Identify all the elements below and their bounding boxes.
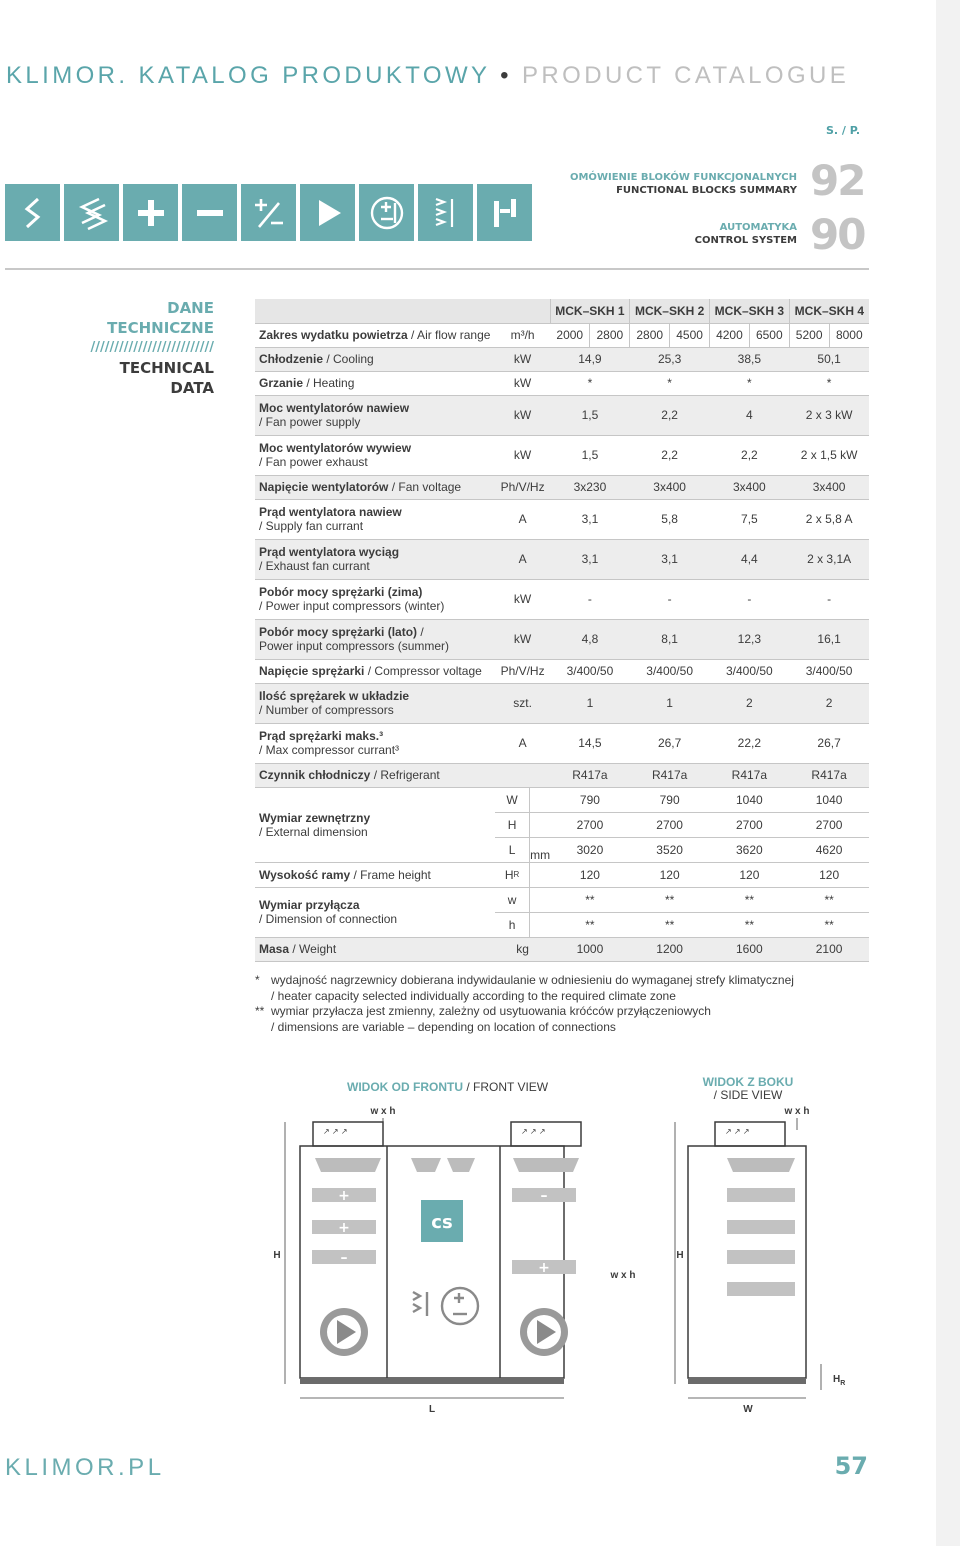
front-wxh-label-right: w x h: [610, 1270, 636, 1281]
front-length-label: L: [428, 1404, 436, 1415]
side-view-label: WIDOK Z BOKU / SIDE VIEW: [702, 1075, 794, 1102]
table-row: Moc wentylatorów nawiew / Fan power supply kW 1,5 2,2 4 2 x 3 kW: [255, 395, 869, 435]
svg-text:+: +: [338, 1220, 350, 1236]
page-ref-label: S. / P.: [826, 124, 860, 137]
front-height-label: H: [273, 1250, 281, 1261]
table-row: h ** ** ** **: [255, 912, 869, 937]
double-chevron-icon[interactable]: [64, 184, 119, 241]
side-base-frame: [688, 1378, 806, 1384]
play-icon[interactable]: [300, 184, 355, 241]
page-number: 57: [834, 1452, 868, 1480]
minus-icon[interactable]: [182, 184, 237, 241]
plus-minus-circle-icon[interactable]: [359, 184, 414, 241]
svg-text:+: +: [538, 1260, 550, 1276]
control-system-page-number: 90: [810, 210, 865, 259]
front-filter-right: [513, 1158, 579, 1172]
svg-text:↗ ↗ ↗: ↗ ↗ ↗: [323, 1127, 348, 1136]
table-row: Pobór mocy sprężarki (lato) / Power input compressors (summer) kW 4,8 8,1 12,3 16,1: [255, 619, 869, 659]
side-width-label: W: [743, 1404, 753, 1415]
table-header-row: [255, 299, 869, 323]
side-panel-2: [727, 1220, 795, 1234]
table-row: Napięcie wentylatorów / Fan voltage Ph/V/Hz 3x230 3x400 3x400 3x400: [255, 475, 869, 499]
table-row: H 2700 2700 2700 2700: [255, 812, 869, 837]
svg-text:–: –: [340, 1250, 348, 1266]
front-filter-middle-2: [447, 1158, 475, 1172]
control-system-label[interactable]: AUTOMATYKA CONTROL SYSTEM: [694, 222, 797, 246]
side-panel-3: [727, 1250, 795, 1264]
svg-text:+: +: [338, 1188, 350, 1204]
filter-icon[interactable]: [477, 184, 532, 241]
table-row: Prąd wentylatora wyciąg / Exhaust fan currant A 3,1 3,1 4,4 2 x 3,1A: [255, 539, 869, 579]
front-filter-left: [315, 1158, 381, 1172]
front-view-label: WIDOK OD FRONTU / FRONT VIEW: [347, 1080, 549, 1094]
table-row: Prąd wentylatora nawiew / Supply fan currant A 3,1 5,8 7,5 2 x 5,8 A: [255, 499, 869, 539]
functional-blocks-page-number: 92: [810, 156, 865, 205]
plus-icon[interactable]: [123, 184, 178, 241]
table-row: L mm 3020 3520 3620 4620: [255, 837, 869, 862]
footnote: * wydajność nagrzewnicy dobierana indywidaulanie w odniesieniu do wymaganej strefy klimatycznej: [255, 973, 794, 987]
technical-data-title: DANE TECHNICZNE ////////////////////////// TECHNICAL DATA: [90, 299, 214, 397]
svg-text:↗ ↗ ↗: ↗ ↗ ↗: [725, 1127, 750, 1136]
chevron-icon[interactable]: [5, 184, 60, 241]
footnote: / dimensions are variable – depending on location of connections: [271, 1019, 616, 1034]
side-filter: [727, 1158, 795, 1172]
table-row: Czynnik chłodniczy / Refrigerant R417a R417a R417a R417a: [255, 763, 869, 787]
side-panel-1: [727, 1188, 795, 1202]
front-fan-left: [320, 1308, 368, 1356]
header-divider: [5, 268, 869, 270]
model-header: MCK–SKH 3: [710, 299, 790, 323]
website-label[interactable]: KLIMOR.PL: [5, 1454, 165, 1481]
table-row: Napięcie sprężarki / Compressor voltage Ph/V/Hz 3/400/50 3/400/50 3/400/50 3/400/50: [255, 659, 869, 683]
table-row: Zakres wydatku powietrza / Air flow range m³/h 2000 2800 2800 4500 4200 6500 5200 8000: [255, 323, 869, 347]
model-header: MCK–SKH 2: [630, 299, 710, 323]
table-row: Wysokość ramy / Frame height H R 120 120 120 120: [255, 862, 869, 887]
catalogue-title: KLIMOR. KATALOG PRODUKTOWY • PRODUCT CATALOGUE: [6, 62, 850, 89]
front-coil-panels: [312, 1188, 795, 1296]
side-height-label: H: [676, 1250, 684, 1261]
function-icon-bar: [5, 184, 532, 241]
frame-height-label: $H_R$: [833, 1374, 846, 1387]
table-row: Pobór mocy sprężarki (zima) / Power input compressors (winter) kW - - - -: [255, 579, 869, 619]
plus-minus-icon[interactable]: [241, 184, 296, 241]
front-fan-right: [520, 1308, 568, 1356]
table-row: Moc wentylatorów wywiew / Fan power exhaust kW 1,5 2,2 2,2 2 x 1,5 kW: [255, 435, 869, 475]
footnote: ** wymiar przyłacza jest zmienny, zależny od usytuowania króćców przyłączeniowych: [255, 1004, 711, 1018]
front-heat-exchanger: [413, 1288, 478, 1324]
damper-icon[interactable]: [418, 184, 473, 241]
table-row: Ilość sprężarek w układzie / Number of compressors szt. 1 1 2 2: [255, 683, 869, 723]
page-edge-strip: [936, 0, 960, 1546]
front-wxh-label-left: w x h: [370, 1106, 396, 1117]
table-row: Prąd sprężarki maks.³ / Max compressor currant³ A 14,5 26,7 22,2 26,7: [255, 723, 869, 763]
control-system-label: cs: [431, 1212, 453, 1233]
svg-text:–: –: [540, 1188, 548, 1204]
model-header: MCK–SKH 4: [789, 299, 869, 323]
functional-blocks-label[interactable]: OMÓWIENIE BLOKÓW FUNKCJONALNYCH FUNCTIONAL BLOCKS SUMMARY: [569, 172, 797, 196]
table-row: Grzanie / Heating kW * * * *: [255, 371, 869, 395]
table-row: Wymiar zewnętrzny / External dimension W 790 790 1040 1040: [255, 787, 869, 812]
svg-text:↗ ↗ ↗: ↗ ↗ ↗: [521, 1127, 546, 1136]
unit-drawings: [255, 1100, 875, 1430]
table-row: Wymiar przyłącza / Dimension of connection w ** ** ** **: [255, 887, 869, 912]
front-filter-middle-1: [411, 1158, 441, 1172]
table-row: Masa / Weight kg 1000 1200 1600 2100: [255, 937, 869, 961]
side-wxh-label: w x h: [784, 1106, 810, 1117]
table-row: Chłodzenie / Cooling kW 14,9 25,3 38,5 50,1: [255, 347, 869, 371]
front-base-frame: [300, 1378, 564, 1384]
model-header: MCK–SKH 1: [550, 299, 630, 323]
technical-data-table: [255, 299, 869, 962]
side-panel-4: [727, 1282, 795, 1296]
footnotes: [255, 973, 794, 1035]
footnote: / heater capacity selected individually according to the required climate zone: [271, 988, 676, 1003]
